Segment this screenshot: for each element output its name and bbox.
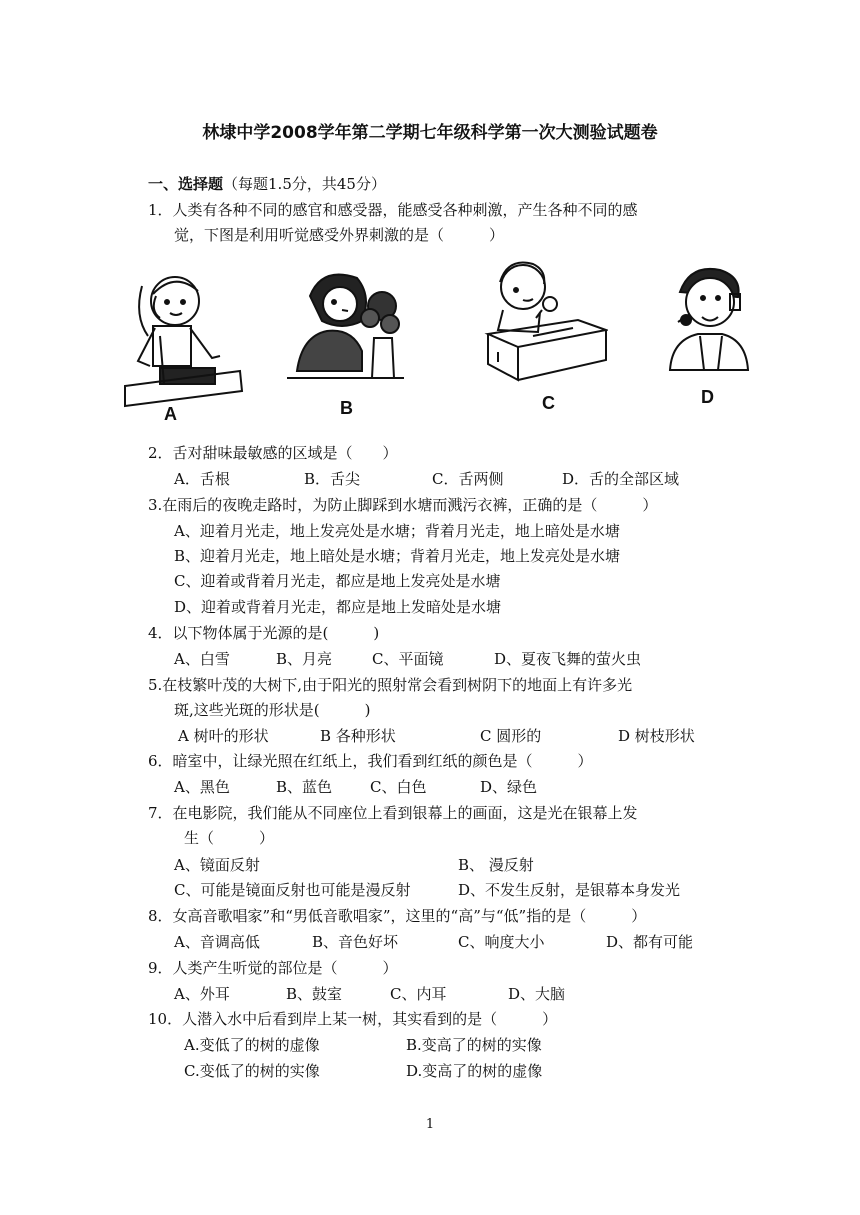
option: B、音色好坏 xyxy=(312,933,399,951)
option: B 各种形状 xyxy=(320,727,396,745)
question-6-stem: 6．暗室中，让绿光照在红纸上，我们看到红纸的颜色是（ ） xyxy=(148,752,593,770)
question-6-options xyxy=(174,777,734,797)
figure-label-d: D xyxy=(701,387,714,407)
question-5-options xyxy=(178,726,738,746)
option: A、镜面反射 xyxy=(174,856,260,874)
question-3-stem: 3.在雨后的夜晚走路时，为防止脚踩到水塘而溅污衣裤，正确的是（ ） xyxy=(148,496,658,514)
option: D.变高了的树的虚像 xyxy=(406,1062,543,1080)
option: C、白色 xyxy=(370,778,427,796)
question-10-options-row-1 xyxy=(184,1035,744,1055)
question-8-stem: 8．女高音歌唱家”和“男低音歌唱家”，这里的“高”与“低”指的是（ ） xyxy=(148,907,647,925)
figure-label-c: C xyxy=(542,393,555,413)
option: C、内耳 xyxy=(390,985,447,1003)
question-7-options-row-2 xyxy=(174,880,734,900)
option: C、响度大小 xyxy=(458,933,545,951)
figure-label-b: B xyxy=(340,398,353,418)
option: D、都有可能 xyxy=(606,933,694,951)
question-5-line-2: 斑,这些光斑的形状是( ) xyxy=(174,701,371,719)
question-1-line-2: 觉，下图是利用听觉感受外界刺激的是（ ） xyxy=(174,226,505,244)
option: A.变低了的树的虚像 xyxy=(184,1036,320,1054)
option: D．舌的全部区域 xyxy=(562,470,680,488)
option: C、平面镜 xyxy=(372,650,444,668)
question-7-line-2: 生（ ） xyxy=(184,829,275,847)
option: D、夏夜飞舞的萤火虫 xyxy=(494,650,642,668)
tasting-person-picture xyxy=(660,262,758,374)
option: B、迎着月光走，地上暗处是水塘；背着月光走，地上发亮处是水塘 xyxy=(174,547,621,565)
option: D、不发生反射，是银幕本身发光 xyxy=(458,881,681,899)
question-10-stem: 10．人潜入水中后看到岸上某一树，其实看到的是（ ） xyxy=(148,1010,558,1028)
question-5-line-1: 5.在枝繁叶茂的大树下,由于阳光的照射常会看到树阴下的地面上有许多光 xyxy=(148,676,633,694)
option: C、可能是镜面反射也可能是漫反射 xyxy=(174,881,411,899)
option: B、 漫反射 xyxy=(458,856,534,874)
exam-title: 林埭中学2008学年第二学期七年级科学第一次大测验试题卷 xyxy=(202,123,658,143)
question-4-options xyxy=(174,649,734,669)
option: A．舌根 xyxy=(174,470,230,488)
figure-label-a: A xyxy=(164,404,177,424)
question-9-stem: 9．人类产生听觉的部位是（ ） xyxy=(148,959,398,977)
question-8-options xyxy=(174,932,734,952)
smelling-flowers-picture xyxy=(282,266,407,384)
section-heading: 一、选择题（每题1.5分，共45分） xyxy=(148,175,386,193)
option: A、外耳 xyxy=(174,985,230,1003)
option: B.变高了的树的实像 xyxy=(406,1036,542,1054)
option: D 树枝形状 xyxy=(618,727,695,745)
question-10-options-row-2 xyxy=(184,1061,744,1081)
question-2-options xyxy=(174,469,734,489)
telephone-person-picture xyxy=(120,266,245,416)
option: B、蓝色 xyxy=(276,778,333,796)
option: A、迎着月光走，地上发亮处是水塘；背着月光走，地上暗处是水塘 xyxy=(174,522,620,540)
question-9-options xyxy=(174,984,734,1004)
page-number: 1 xyxy=(425,1117,435,1132)
option: A、白雪 xyxy=(174,650,230,668)
option: B、月亮 xyxy=(276,650,333,668)
question-4-stem: 4．以下物体属于光源的是( ) xyxy=(148,624,380,642)
option: D、绿色 xyxy=(480,778,538,796)
question-7-line-1: 7．在电影院，我们能从不同座位上看到银幕上的画面，这是光在银幕上发 xyxy=(148,804,638,822)
option: B、鼓室 xyxy=(286,985,343,1003)
question-2-stem: 2．舌对甜味最敏感的区域是（ ） xyxy=(148,444,398,462)
option: C 圆形的 xyxy=(480,727,542,745)
option: D、迎着或背着月光走，都应是地上发暗处是水塘 xyxy=(174,598,502,616)
question-1-line-1: 1．人类有各种不同的感官和感受器，能感受各种刺激，产生各种不同的感 xyxy=(148,201,638,219)
question-7-options-row-1 xyxy=(174,855,734,875)
option: C、迎着或背着月光走，都应是地上发亮处是水塘 xyxy=(174,572,501,590)
option: A 树叶的形状 xyxy=(178,727,269,745)
option: A、黑色 xyxy=(174,778,230,796)
reading-with-magnifier-picture xyxy=(478,252,608,387)
option: D、大脑 xyxy=(508,985,566,1003)
option: A、音调高低 xyxy=(174,933,260,951)
option: B．舌尖 xyxy=(304,470,361,488)
option: C．舌两侧 xyxy=(432,470,504,488)
option: C.变低了的树的实像 xyxy=(184,1062,320,1080)
